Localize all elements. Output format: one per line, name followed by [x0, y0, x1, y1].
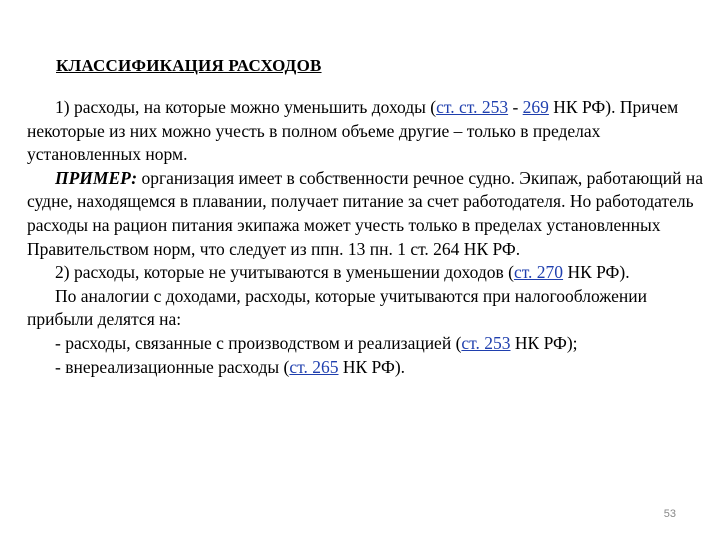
- link-269[interactable]: 269: [522, 97, 549, 117]
- item2-prefix: 2) расходы, которые не учитываются в уменьшении доходов (: [55, 262, 514, 283]
- page-number: 53: [663, 508, 676, 520]
- paragraph-item-2: [27, 261, 707, 285]
- list-item-suffix: НК РФ).: [338, 356, 406, 377]
- list-item-suffix: НК РФ);: [510, 332, 578, 353]
- example-label: ПРИМЕР:: [55, 167, 138, 188]
- item2-suffix: НК РФ).: [563, 262, 630, 283]
- list-item-prefix: - внереализационные расходы (: [55, 356, 290, 377]
- paragraph-analogy: По аналогии с доходами, расходы, которые учитываются при налогообложении прибыли делятся на:: [27, 285, 648, 330]
- item1-dash: -: [508, 97, 523, 117]
- link-st-265[interactable]: ст. 265: [289, 356, 339, 377]
- list-item-production: [27, 332, 707, 356]
- slide-body: [27, 96, 707, 379]
- link-st-270[interactable]: ст. 270: [513, 262, 564, 283]
- list-item-prefix: - расходы, связанные с производством и реализацией (: [55, 332, 462, 353]
- example-text: организация имеет в собственности речное судно. Экипаж, работающий на судне, находящемся в плавании, получает питание за счет работодателя. Но работодатель расходы на рацион питания экипажа может учесть только в пределах установленных Правительством норм, что следует из ппн. 13 пн. 1 ст. 264 НК РФ.: [27, 167, 704, 259]
- slide-title: КЛАССИФИКАЦИЯ РАСХОДОВ: [56, 56, 322, 75]
- item1-prefix: 1) расходы, на которые можно уменьшить доходы (: [55, 97, 437, 117]
- item1-suffix: НК РФ). Причем некоторые из них можно учесть в полном объеме другие – только в пределах установленных норм.: [27, 97, 679, 165]
- link-st-253[interactable]: ст. 253: [461, 332, 511, 353]
- paragraph-item-1: [27, 96, 707, 167]
- list-item-nonoperating: [27, 356, 707, 380]
- link-st-st-253[interactable]: ст. ст. 253: [436, 97, 509, 117]
- paragraph-example: [27, 167, 707, 261]
